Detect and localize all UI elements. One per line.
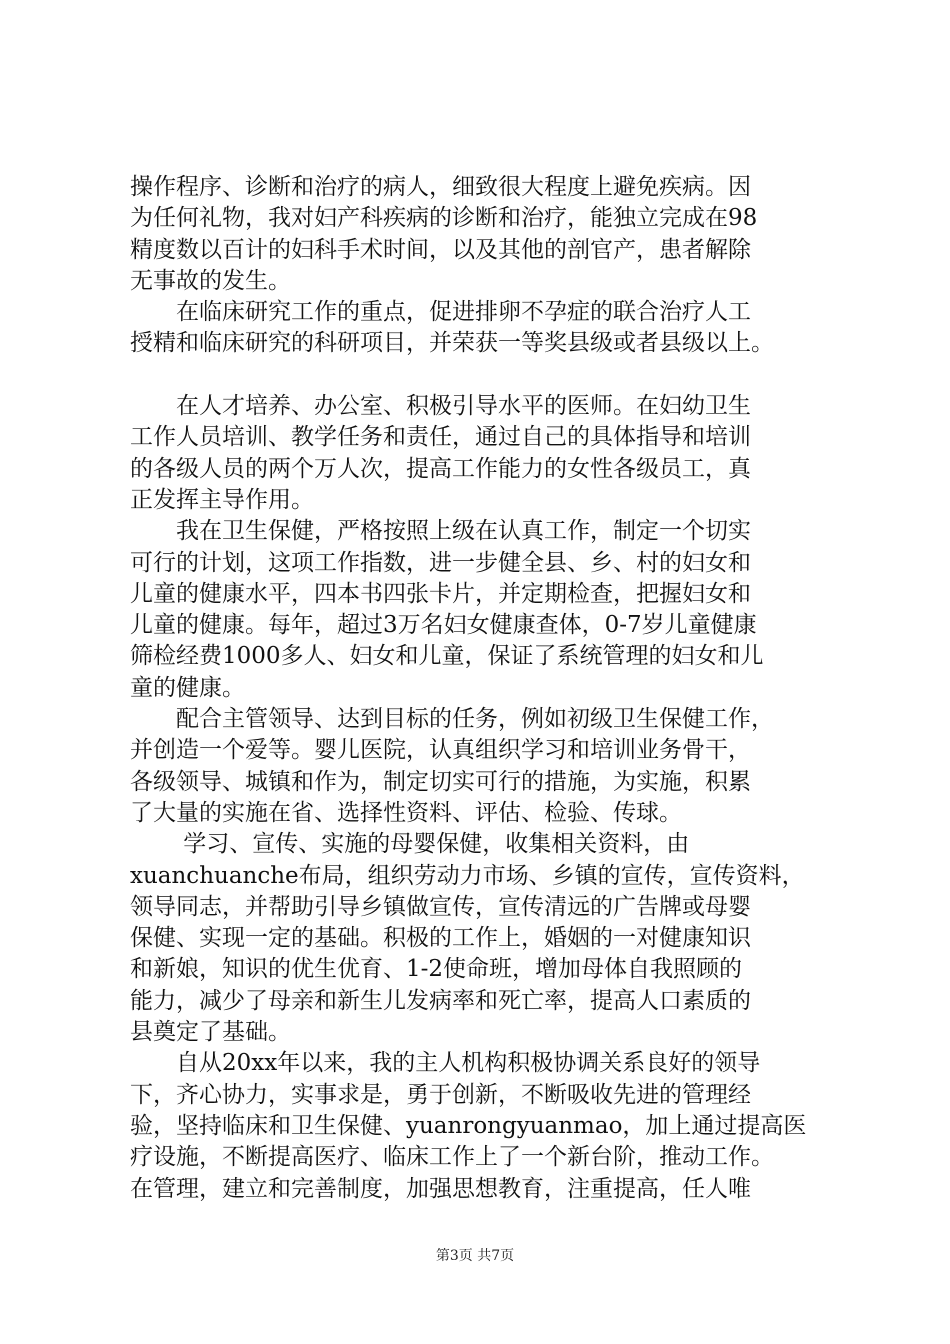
text-line: 儿童的健康。每年，超过3万名妇女健康查体，0-7岁儿童健康 bbox=[130, 612, 757, 639]
text-line: 精度数以百计的妇科手术时间，以及其他的剖官产，患者解除 bbox=[130, 236, 751, 263]
text-line: 并创造一个爱等。婴儿医院，认真组织学习和培训业务骨干， bbox=[130, 737, 751, 764]
text-line: 授精和临床研究的科研项目，并荣获一等奖县级或者县级以上。 bbox=[130, 330, 774, 357]
text-line: 筛检经费1000多人、妇女和儿童，保证了系统管理的妇女和儿 bbox=[130, 643, 764, 670]
page-footer bbox=[0, 1245, 950, 1265]
text-line: 县奠定了基础。 bbox=[130, 1019, 291, 1046]
text-line: 在临床研究工作的重点，促进排卵不孕症的联合治疗人工 bbox=[130, 299, 751, 326]
text-line: 了大量的实施在省、选择性资料、评估、检验、传球。 bbox=[130, 799, 682, 826]
text-line: 操作程序、诊断和治疗的病人，细致很大程度上避免疾病。因 bbox=[130, 174, 751, 200]
text-line: 童的健康。 bbox=[130, 674, 245, 701]
text-line: 和新娘，知识的优生优育、1-2使命班，增加母体自我照顾的 bbox=[130, 956, 743, 983]
text-line: 无事故的发生。 bbox=[130, 267, 291, 294]
document-body bbox=[130, 172, 830, 1205]
text-line: 自从20xx年以来，我的主人机构积极协调关系良好的领导 bbox=[130, 1050, 761, 1077]
text-line: 验，坚持临床和卫生保健、yuanrongyuanmao，加上通过提高医 bbox=[130, 1112, 807, 1139]
text-line: 为任何礼物，我对妇产科疾病的诊断和治疗，能独立完成在98 bbox=[130, 205, 758, 232]
text-line: 疗设施，不断提高医疗、临床工作上了一个新台阶，推动工作。 bbox=[130, 1144, 774, 1171]
text-line: 各级领导、城镇和作为，制定切实可行的措施，为实施，积累 bbox=[130, 768, 751, 795]
text-line: 在管理，建立和完善制度，加强思想教育，注重提高，任人唯 bbox=[130, 1175, 751, 1202]
text-line: 在人才培养、办公室、积极引导水平的医师。在妇幼卫生 bbox=[130, 393, 751, 420]
text-line: 工作人员培训、教学任务和责任，通过自己的具体指导和培训 bbox=[130, 424, 751, 451]
text-line: 的各级人员的两个万人次，提高工作能力的女性各级员工，真 bbox=[130, 455, 751, 482]
text-line: 能力，减少了母亲和新生儿发病率和死亡率，提高人口素质的 bbox=[130, 987, 751, 1014]
text-line: 下，齐心协力，实事求是，勇于创新，不断吸收先进的管理经 bbox=[130, 1081, 751, 1108]
text-line: 儿童的健康水平，四本书四张卡片，并定期检查，把握妇女和 bbox=[130, 580, 751, 607]
paragraph-gap bbox=[130, 360, 830, 391]
text-line: 学习、宣传、实施的母婴保健，收集相关资料，由 bbox=[130, 831, 690, 858]
text-line: 配合主管领导、达到目标的任务，例如初级卫生保健工作， bbox=[130, 706, 774, 733]
text-line: 领导同志，并帮助引导乡镇做宣传，宣传清远的广告牌或母婴 bbox=[130, 893, 751, 920]
page-number-label: 第3页 共7页 bbox=[435, 1248, 515, 1264]
text-line: xuanchuanche布局，组织劳动力市场、乡镇的宣传，宣传资料， bbox=[130, 862, 805, 889]
text-line: 正发挥主导作用。 bbox=[130, 486, 314, 513]
text-line: 保健、实现一定的基础。积极的工作上，婚姻的一对健康知识 bbox=[130, 925, 751, 952]
text-line: 我在卫生保健，严格按照上级在认真工作，制定一个切实 bbox=[130, 518, 751, 545]
text-line: 可行的计划，这项工作指数，进一步健全县、乡、村的妇女和 bbox=[130, 549, 751, 576]
